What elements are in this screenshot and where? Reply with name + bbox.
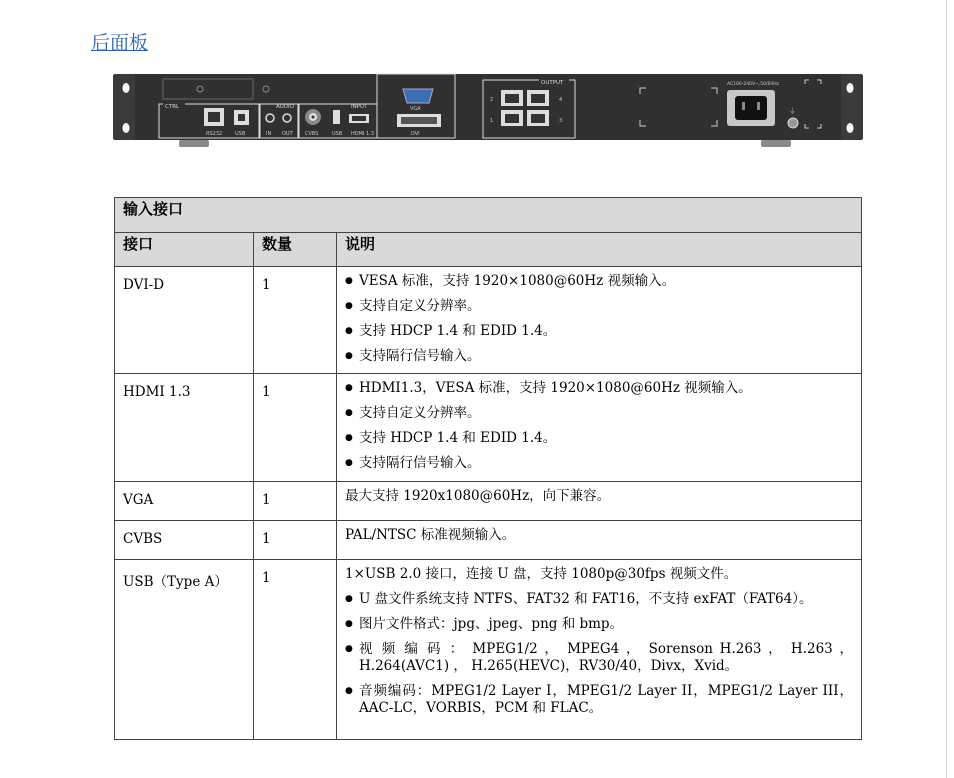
table-row (115, 374, 862, 482)
description-cell (337, 521, 862, 560)
input-interface-table (114, 197, 862, 740)
vga-port (403, 89, 433, 103)
description-text: 最大支持 1920x1080@60Hz，向下兼容。 (345, 488, 611, 504)
rear-panel-image (113, 72, 863, 154)
bullet-item: ● 支持自定义分辨率。 (345, 405, 853, 422)
description-text: 1×USB 2.0 接口，连接 U 盘，支持 1080p@30fps 视频文件。 (345, 566, 738, 582)
port-number: 3 (559, 118, 563, 124)
bullet-item: ● VESA 标准，支持 1920×1080@60Hz 视频输入。 (345, 273, 853, 290)
port-number: 2 (490, 97, 494, 103)
description-cell (337, 560, 862, 740)
interface-name-cell: HDMI 1.3 (115, 374, 254, 482)
right-foot (761, 140, 791, 147)
port-number: 4 (559, 97, 563, 103)
description-text: PAL/NTSC 标准视频输入。 (345, 527, 516, 543)
column-header-quantity: 数量 (254, 233, 337, 267)
power-rating-label: AC100-240V~,50/60Hz (727, 82, 779, 87)
bullet-item: ● 支持 HDCP 1.4 和 EDID 1.4。 (345, 323, 853, 340)
bullet-item: ● 支持隔行信号输入。 (345, 455, 853, 472)
input-label: INPUT (351, 104, 368, 110)
interface-name-cell: CVBS (115, 521, 254, 560)
table-row (115, 267, 862, 374)
port-number: 1 (490, 118, 494, 124)
cvbs-label: CVBS (305, 131, 319, 137)
description-cell (337, 482, 862, 521)
interface-name-cell: USB（Type A） (115, 560, 254, 740)
quantity-cell: 1 (254, 267, 337, 374)
quantity-cell: 1 (254, 374, 337, 482)
section-heading[interactable]: 后面板 (91, 32, 149, 54)
usb-a-label: USB (332, 131, 343, 137)
audio-label: AUDIO (276, 104, 294, 110)
description-cell (337, 374, 862, 482)
left-foot (179, 140, 209, 147)
table-row (115, 521, 862, 560)
bullet-item: ● 图片文件格式：jpg、jpeg、png 和 bmp。 (345, 616, 853, 633)
ground-screw (788, 118, 798, 128)
interface-name-cell: VGA (115, 482, 254, 521)
bullet-item: ● 支持 HDCP 1.4 和 EDID 1.4。 (345, 430, 853, 447)
bullet-list (345, 380, 853, 472)
bullet-item: ● 支持隔行信号输入。 (345, 348, 853, 365)
column-header-description: 说明 (337, 233, 862, 267)
ctrl-label: CTRL (165, 104, 180, 110)
audio-in-label: IN (266, 131, 272, 137)
bullet-item: ● 支持自定义分辨率。 (345, 298, 853, 315)
right-ear-hole-bottom (847, 123, 854, 133)
quantity-cell: 1 (254, 482, 337, 521)
bullet-item: ● U 盘文件系统支持 NTFS、FAT32 和 FAT16，不支持 exFAT（FAT64）。 (345, 591, 853, 608)
description-cell (337, 267, 862, 374)
left-ear-hole-top (123, 83, 130, 93)
usb-b-label: USB (235, 131, 246, 137)
bullet-list (345, 591, 853, 717)
audio-out-label: OUT (282, 131, 293, 137)
interface-name-cell: DVI-D (115, 267, 254, 374)
ground-icon: ⏚ (789, 107, 796, 115)
quantity-cell: 1 (254, 560, 337, 740)
hdmi-label: HDMI 1.3 (351, 131, 374, 137)
table-title: 输入接口 (115, 198, 862, 233)
vga-label: VGA (410, 106, 421, 112)
dvi-label: DVI (411, 131, 420, 137)
right-ear-hole-top (847, 83, 854, 93)
output-label: OUTPUT (541, 80, 564, 86)
bullet-list (345, 273, 853, 365)
quantity-cell: 1 (254, 521, 337, 560)
column-header-interface: 接口 (115, 233, 254, 267)
page-edge-line (946, 0, 947, 778)
left-ear-hole-bottom (123, 123, 130, 133)
bullet-item: ● HDMI1.3，VESA 标准，支持 1920×1080@60Hz 视频输入。 (345, 380, 853, 397)
table-row (115, 482, 862, 521)
bullet-item: ● 视 频 编 码 ： MPEG1/2 ， MPEG4 ， Sorenson H.263 ， H.263 ， H.264(AVC1) ， H.265(HEVC)，RV30/40，Divx，Xvid。 (345, 641, 853, 675)
table-row (115, 560, 862, 740)
usb-a-port (333, 110, 340, 124)
bullet-item: ● 音频编码：MPEG1/2 Layer I，MPEG1/2 Layer II，MPEG1/2 Layer III，AAC-LC，VORBIS，PCM 和 FLAC。 (345, 683, 853, 717)
rs232-label: RS232 (206, 131, 223, 137)
